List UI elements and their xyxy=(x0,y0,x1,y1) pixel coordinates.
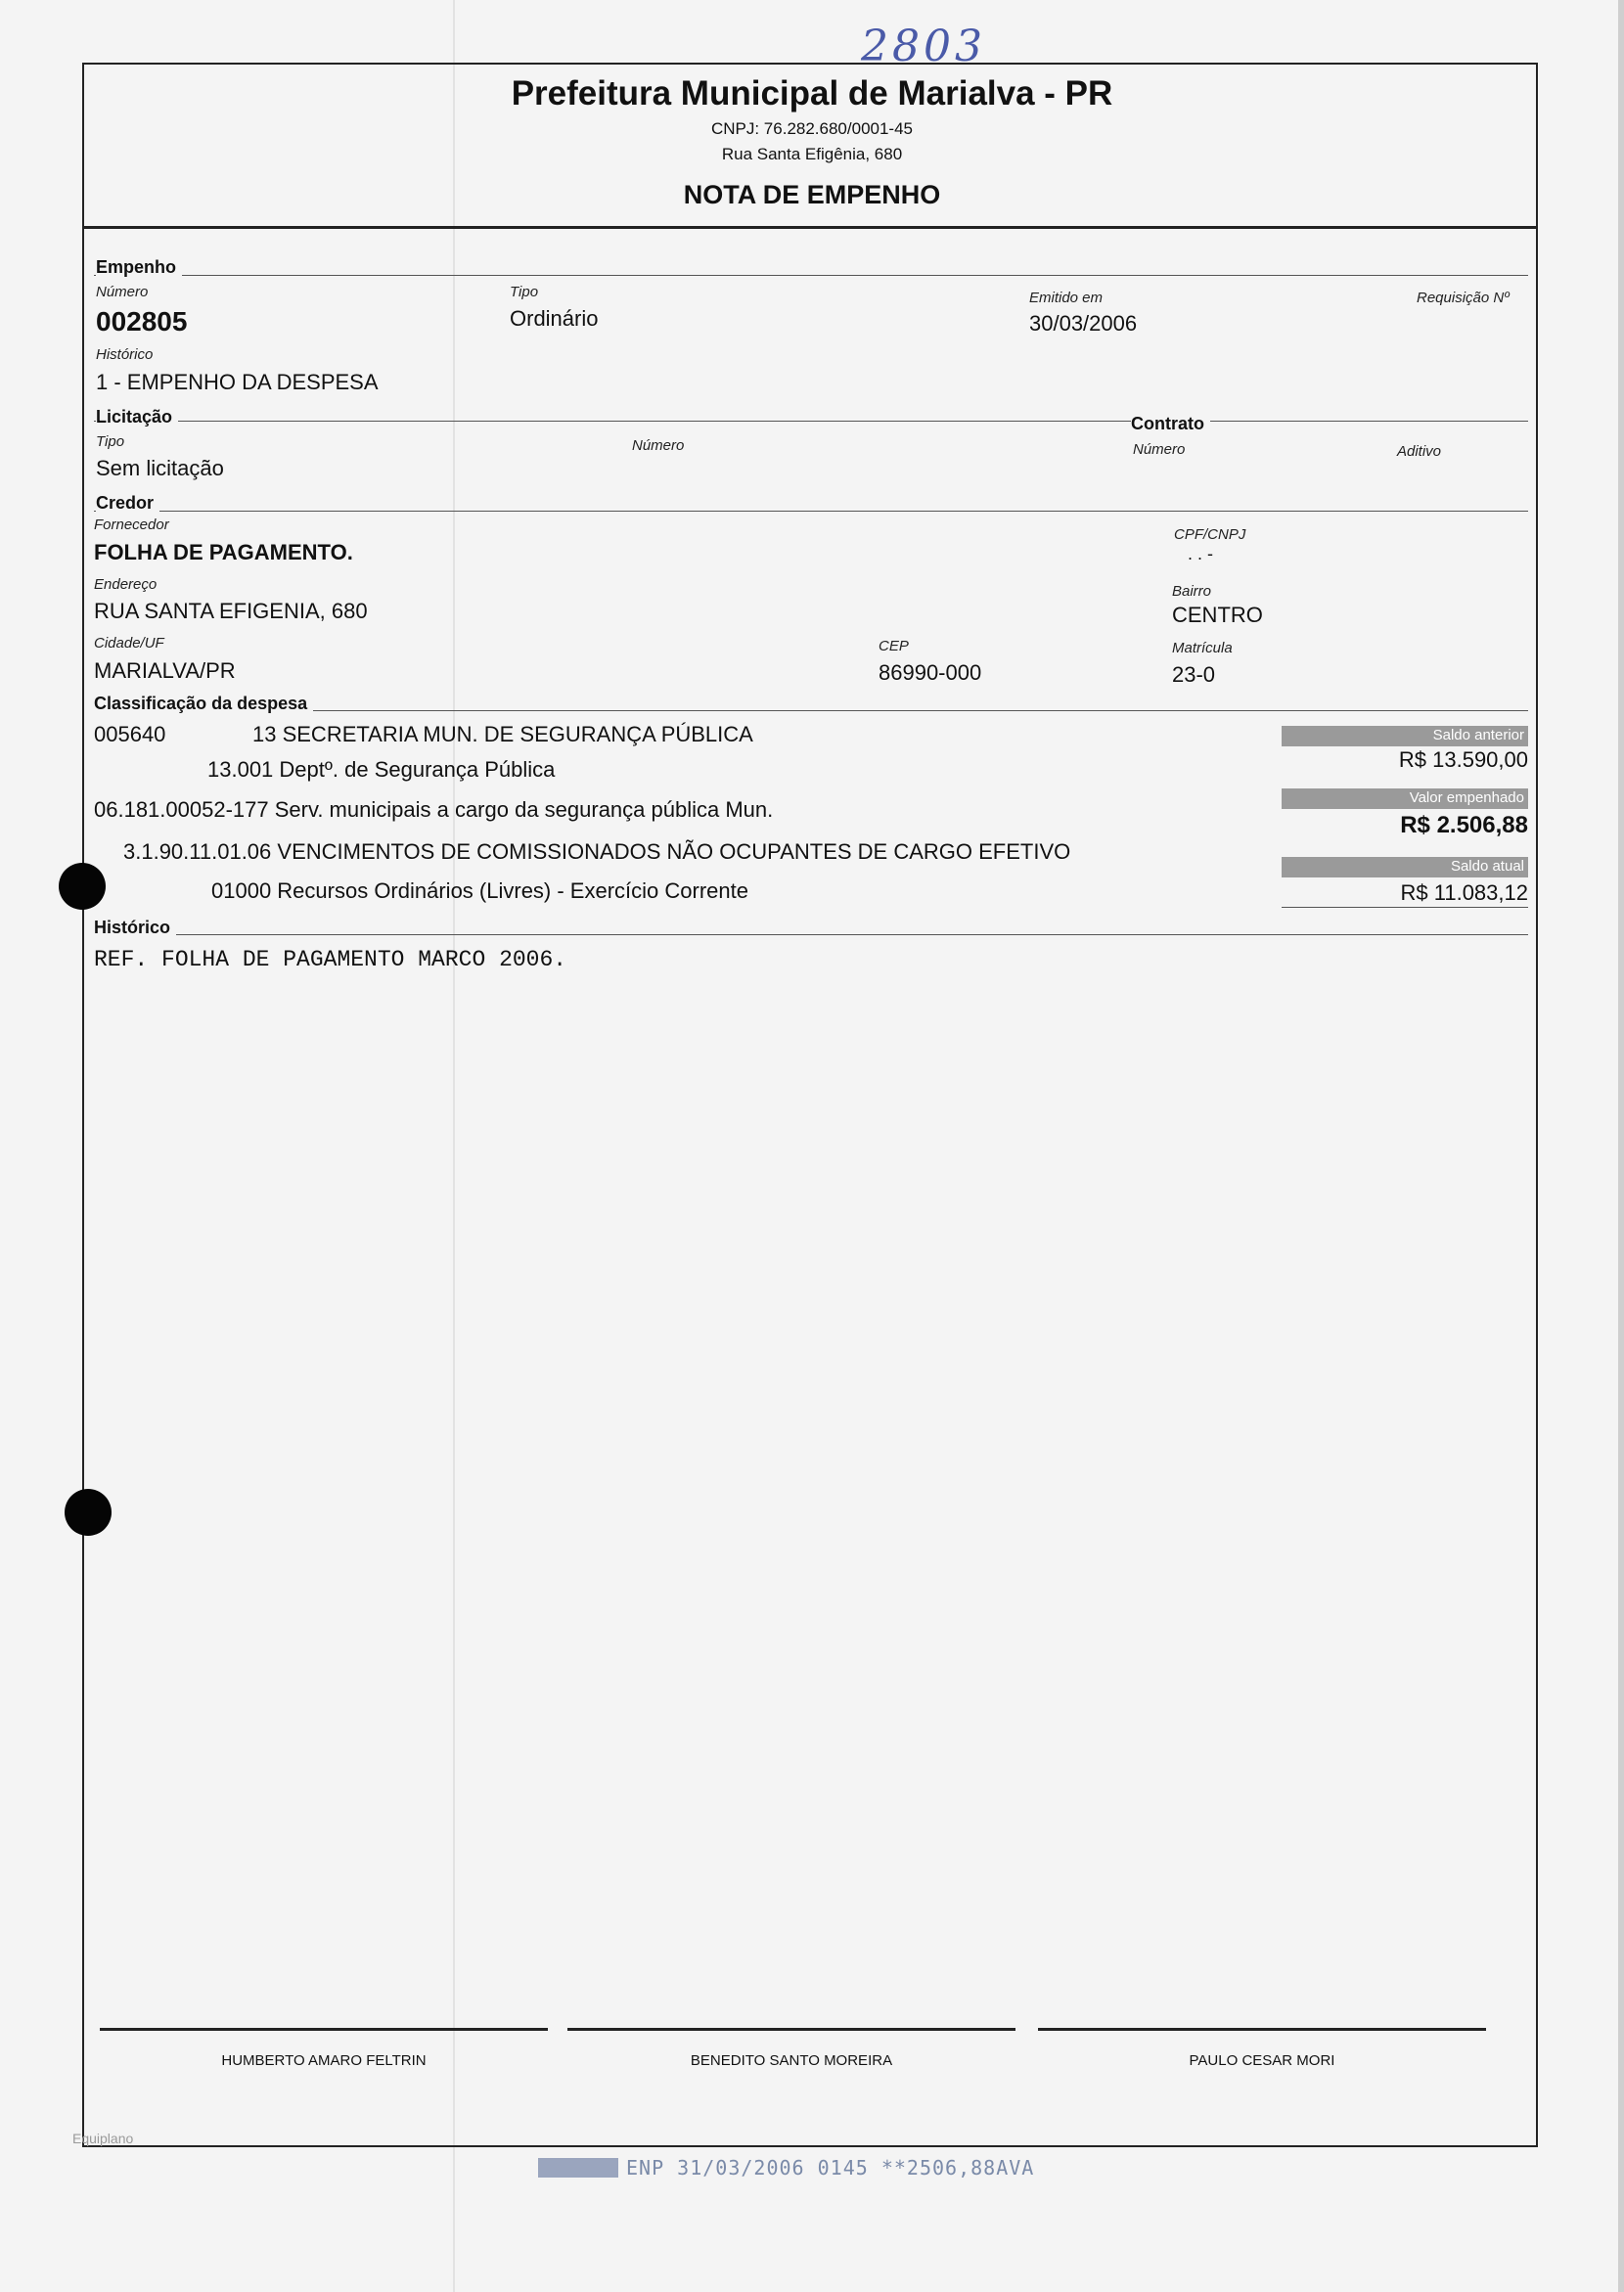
bairro-label: Bairro xyxy=(1172,583,1212,600)
signature-line-3 xyxy=(1038,2028,1486,2031)
saldo-atual-underline xyxy=(1282,907,1528,908)
signature-line-1 xyxy=(100,2028,548,2031)
cidade-value: MARIALVA/PR xyxy=(94,658,236,683)
endereco-value: RUA SANTA EFIGENIA, 680 xyxy=(94,599,368,623)
historico-label: Histórico xyxy=(96,346,154,363)
fornecedor-value: FOLHA DE PAGAMENTO. xyxy=(94,540,353,564)
bairro-value: CENTRO xyxy=(1172,603,1263,627)
credor-section-line xyxy=(94,511,1528,512)
punch-hole-top xyxy=(59,863,106,910)
saldo-anterior-bar xyxy=(1282,726,1528,746)
tipo-label: Tipo xyxy=(510,284,539,300)
matricula-value: 23-0 xyxy=(1172,662,1216,687)
licitacao-section-line xyxy=(94,421,1528,422)
licitacao-tipo: Sem licitação xyxy=(96,456,224,480)
saldo-anterior-label: Saldo anterior xyxy=(1432,727,1524,743)
despesa-code: 005640 xyxy=(94,722,166,746)
numero-label: Número xyxy=(96,284,149,300)
valor-empenhado-bar xyxy=(1282,788,1528,809)
saldo-atual-bar xyxy=(1282,857,1528,877)
contrato-section-title: Contrato xyxy=(1131,414,1210,434)
cidade-label: Cidade/UF xyxy=(94,635,164,652)
empenho-historico: 1 - EMPENHO DA DESPESA xyxy=(96,370,379,394)
valor-empenhado-value: R$ 2.506,88 xyxy=(1400,812,1528,838)
historico-section-line xyxy=(94,934,1528,935)
punch-hole-bottom xyxy=(65,1489,112,1536)
requisicao-label: Requisição Nº xyxy=(1417,290,1510,306)
document-type-title: NOTA DE EMPENHO xyxy=(683,180,941,209)
licitacao-numero-label: Número xyxy=(632,437,685,454)
stamp-logo xyxy=(538,2158,618,2178)
saldo-atual-label: Saldo atual xyxy=(1450,858,1524,875)
valor-empenhado-label: Valor empenhado xyxy=(1409,789,1524,806)
despesa-secretaria: 13 SECRETARIA MUN. DE SEGURANÇA PÚBLICA xyxy=(252,722,753,746)
software-credit: Equiplano xyxy=(72,2131,134,2146)
signatory-2: BENEDITO SANTO MOREIRA xyxy=(690,2052,893,2069)
signature-line-2 xyxy=(567,2028,1015,2031)
contrato-aditivo-label: Aditivo xyxy=(1397,443,1442,460)
classificacao-section-title: Classificação da despesa xyxy=(94,694,313,714)
credor-section-title: Credor xyxy=(96,493,159,514)
cep-label: CEP xyxy=(879,638,909,654)
saldo-anterior-value: R$ 13.590,00 xyxy=(1398,747,1528,772)
despesa-elemento: 3.1.90.11.01.06 VENCIMENTOS DE COMISSIONADOS NÃO OCUPANTES DE CARGO EFETIVO xyxy=(123,839,1071,864)
saldo-atual-value: R$ 11.083,12 xyxy=(1400,880,1528,905)
processing-stamp: ENP 31/03/2006 0145 **2506,88AVA xyxy=(626,2156,1035,2180)
empenho-number: 002805 xyxy=(96,306,188,337)
licitacao-tipo-label: Tipo xyxy=(96,433,125,450)
historico-text: REF. FOLHA DE PAGAMENTO MARCO 2006. xyxy=(94,947,567,972)
matricula-label: Matrícula xyxy=(1172,640,1233,656)
emitido-date: 30/03/2006 xyxy=(1029,311,1138,336)
licitacao-section-title: Licitação xyxy=(96,407,178,427)
empenho-section-title: Empenho xyxy=(96,257,182,278)
municipality-title: Prefeitura Municipal de Marialva - PR xyxy=(511,74,1113,112)
endereco-label: Endereço xyxy=(94,576,158,593)
despesa-departamento: 13.001 Deptº. de Segurança Pública xyxy=(207,757,556,782)
header-divider xyxy=(82,226,1538,229)
despesa-programa: 06.181.00052-177 Serv. municipais a cargo da segurança pública Mun. xyxy=(94,797,774,822)
signatory-1: HUMBERTO AMARO FELTRIN xyxy=(221,2052,427,2069)
cep-value: 86990-000 xyxy=(879,660,982,685)
empenho-section-line xyxy=(94,275,1528,276)
cnpj-text: CNPJ: 76.282.680/0001-45 xyxy=(710,119,914,138)
signatory-3: PAULO CESAR MORI xyxy=(1189,2052,1335,2069)
cpf-value: . . - xyxy=(1188,544,1213,563)
handwritten-page-number: 2803 xyxy=(861,22,986,71)
historico-section-title: Histórico xyxy=(94,918,176,938)
address-text: Rua Santa Efigênia, 680 xyxy=(721,145,903,163)
contrato-numero-label: Número xyxy=(1133,441,1186,458)
emitido-label: Emitido em xyxy=(1029,290,1104,306)
cpf-label: CPF/CNPJ xyxy=(1174,526,1246,543)
fornecedor-label: Fornecedor xyxy=(94,517,169,533)
scan-edge xyxy=(1618,0,1624,2292)
empenho-tipo: Ordinário xyxy=(510,306,599,331)
despesa-recurso: 01000 Recursos Ordinários (Livres) - Exercício Corrente xyxy=(211,878,748,903)
